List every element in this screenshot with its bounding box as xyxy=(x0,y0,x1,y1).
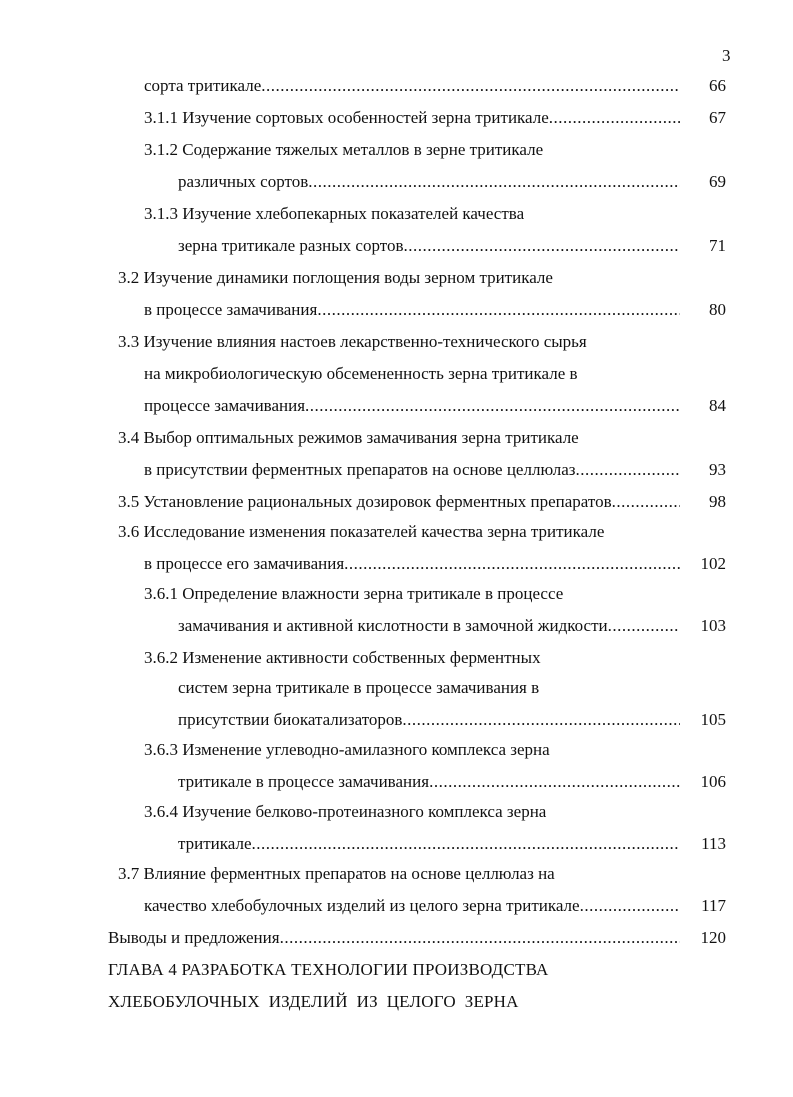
dot-leader xyxy=(344,554,680,574)
dot-leader xyxy=(402,710,680,730)
toc-entry-text: тритикале xyxy=(178,834,252,853)
toc-page: 67 xyxy=(709,108,726,127)
dot-leader xyxy=(575,460,680,480)
chapter-heading-line-1: ГЛАВА 4 РАЗРАБОТКА ТЕХНОЛОГИИ ПРОИЗВОДСТВА xyxy=(108,960,549,979)
toc-entry-text: 3.1.1 Изучение сортовых особенностей зерна тритикале xyxy=(144,108,549,127)
toc-entry: 3.6.1 Определение влажности зерна тритикале в процессе xyxy=(144,584,564,603)
toc-entry xyxy=(144,300,680,320)
toc-page: 69 xyxy=(709,172,726,191)
toc-page: 113 xyxy=(701,834,726,853)
dot-leader xyxy=(252,834,681,854)
toc-entry-text: Выводы и предложения xyxy=(108,928,280,947)
toc-page: 102 xyxy=(700,554,726,573)
toc-entry: систем зерна тритикале в процессе замачивания в xyxy=(178,678,540,697)
toc-page: 120 xyxy=(700,928,726,947)
toc-entry: 3.3 Изучение влияния настоев лекарственно-технического сырья xyxy=(118,332,587,351)
toc-entry xyxy=(178,616,680,636)
toc-page: 71 xyxy=(709,236,726,255)
toc-entry: 3.2 Изучение динамики поглощения воды зерном тритикале xyxy=(118,268,553,287)
toc-entry: 3.1.3 Изучение хлебопекарных показателей качества xyxy=(144,204,525,223)
toc-entry-text: в процессе замачивания xyxy=(144,300,318,319)
toc-entry xyxy=(178,172,680,192)
toc-entry xyxy=(144,460,680,480)
toc-entry-text: тритикале в процессе замачивания xyxy=(178,772,430,791)
toc-entry-text: качество хлебобулочных изделий из целого зерна тритикале xyxy=(144,896,580,915)
toc-page: 66 xyxy=(709,76,726,95)
toc-page: 80 xyxy=(709,300,726,319)
toc-page: 93 xyxy=(709,460,726,479)
toc-entry xyxy=(118,492,680,512)
dot-leader xyxy=(317,300,680,320)
toc-entry xyxy=(178,772,680,792)
toc-entry-text: процессе замачивания xyxy=(144,396,306,415)
dot-leader xyxy=(280,928,680,948)
toc-entry xyxy=(178,710,680,730)
toc-entry-text: присутствии биокатализаторов xyxy=(178,710,403,729)
dot-leader xyxy=(612,492,680,512)
dot-leader xyxy=(429,772,680,792)
toc-entry: 3.6.2 Изменение активности собственных ферментных xyxy=(144,648,541,667)
toc-entry-text: замачивания и активной кислотности в замочной жидкости xyxy=(178,616,608,635)
toc-entry xyxy=(178,834,680,854)
toc-entry-text: в процессе его замачивания xyxy=(144,554,345,573)
toc-entry: 3.1.2 Содержание тяжелых металлов в зерне тритикале xyxy=(144,140,544,159)
toc-entry xyxy=(144,396,680,416)
toc-page: 106 xyxy=(700,772,726,791)
toc-entry-text: зерна тритикале разных сортов xyxy=(178,236,404,255)
toc-page: 117 xyxy=(701,896,726,915)
dot-leader xyxy=(549,108,680,128)
dot-leader xyxy=(608,616,680,636)
toc-page: 105 xyxy=(700,710,726,729)
toc-page: 103 xyxy=(700,616,726,635)
toc-entry: 3.6.4 Изучение белково-протеиназного комплекса зерна xyxy=(144,802,547,821)
toc-entry: на микробиологическую обсемененность зерна тритикале в xyxy=(144,364,578,383)
page-number: 3 xyxy=(722,46,731,65)
toc-entry xyxy=(144,76,680,96)
toc-entry xyxy=(144,554,680,574)
toc-entry-text: в присутствии ферментных препаратов на основе целлюлаз xyxy=(144,460,576,479)
toc-entry xyxy=(108,928,680,948)
dot-leader xyxy=(403,236,680,256)
toc-entry: 3.6.3 Изменение углеводно-амилазного комплекса зерна xyxy=(144,740,550,759)
dot-leader xyxy=(308,172,680,192)
toc-page: 84 xyxy=(709,396,726,415)
toc-entry: 3.7 Влияние ферментных препаратов на основе целлюлаз на xyxy=(118,864,555,883)
toc-entry-text: сорта тритикале xyxy=(144,76,262,95)
dot-leader xyxy=(305,396,680,416)
toc-page: 98 xyxy=(709,492,726,511)
toc-entry: 3.4 Выбор оптимальных режимов замачивания зерна тритикале xyxy=(118,428,579,447)
toc-entry-text: различных сортов xyxy=(178,172,309,191)
toc-entry-text: 3.5 Установление рациональных дозировок ферментных препаратов xyxy=(118,492,612,511)
toc-entry: 3.6 Исследование изменения показателей качества зерна тритикале xyxy=(118,522,605,541)
chapter-heading-line-2: ХЛЕБОБУЛОЧНЫХ ИЗДЕЛИЙ ИЗ ЦЕЛОГО ЗЕРНА xyxy=(108,992,519,1011)
dot-leader xyxy=(261,76,680,96)
toc-entry xyxy=(178,236,680,256)
toc-entry xyxy=(144,108,680,128)
dot-leader xyxy=(580,896,680,916)
toc-entry xyxy=(144,896,680,916)
